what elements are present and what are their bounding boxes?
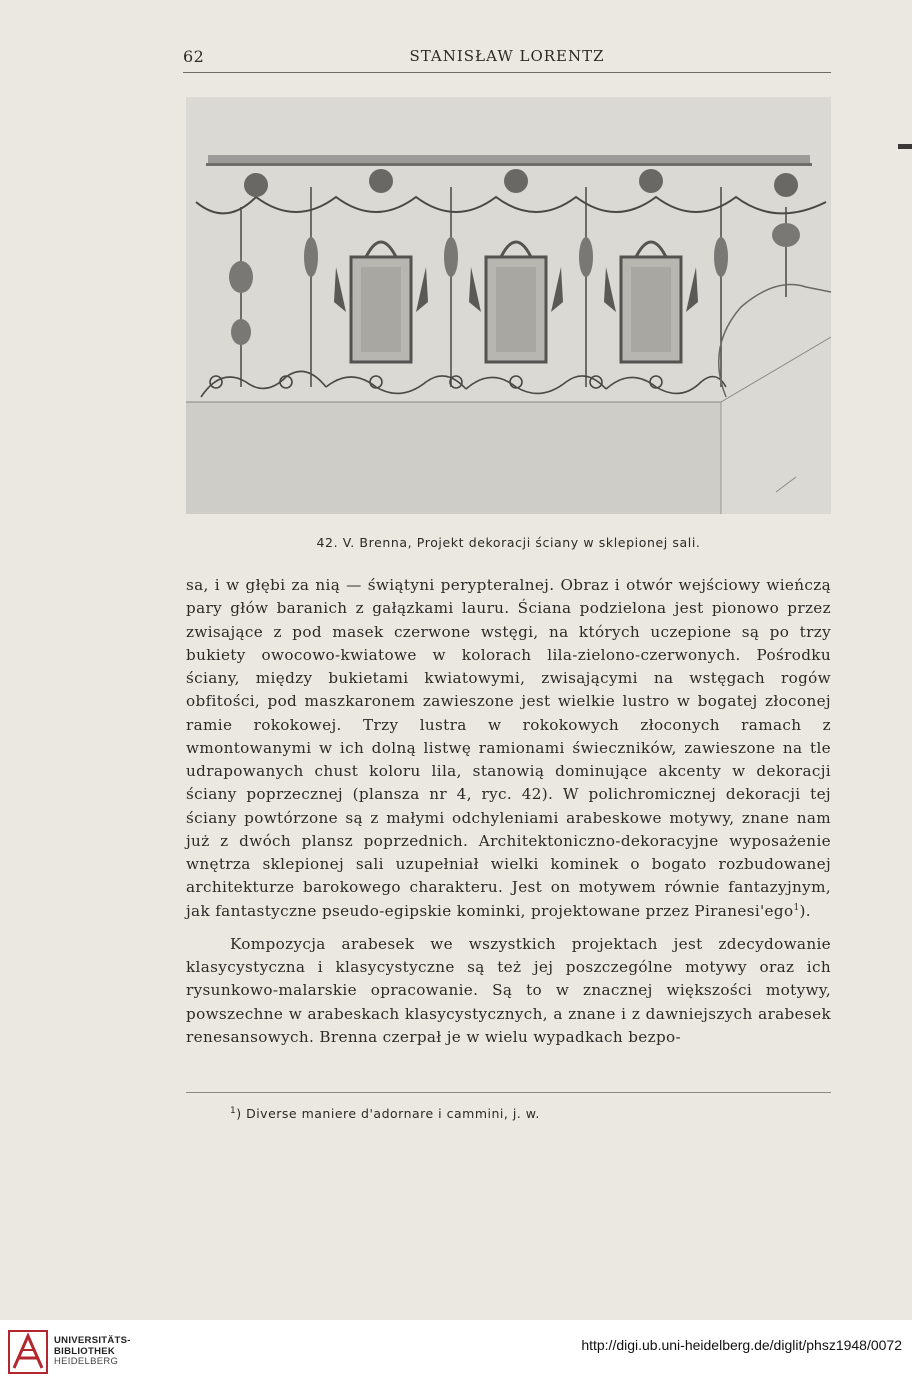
wall-decoration-illustration — [186, 97, 831, 514]
scan-edge-mark — [898, 144, 912, 149]
permalink-url[interactable]: http://digi.ub.uni-heidelberg.de/diglit/phsz1948/0072 — [581, 1337, 902, 1353]
header-rule — [183, 72, 831, 73]
running-title: STANISŁAW LORENTZ — [409, 47, 605, 65]
footnote-reference: 1 — [793, 902, 800, 913]
paragraph-1 — [186, 574, 831, 923]
footnote-marker: 1 — [230, 1105, 237, 1116]
footnote — [230, 1106, 830, 1121]
body-text — [186, 574, 831, 1049]
library-name — [54, 1336, 131, 1368]
digitization-footer — [0, 1320, 912, 1386]
page-header — [183, 47, 831, 71]
paragraph-2: Kompozycja arabesek we wszystkich projektach jest zdecydowanie klasycystyczna i klasycystyczne są też jej poszczególne motywy oraz ich rysunkowo-malarskie opracowanie. Są to w znacznej większości motywy, powszechne w arabeskach klasycystycznych, a znane i z dawniejszych arabesek renesansowych. Brenna czerpał je w wielu wypadkach bezpo- — [186, 934, 831, 1046]
paragraph-1-text: sa, i w głębi za nią — świątyni perypteralnej. Obraz i otwór wejściowy wieńczą pary głów baranich z gałązkami lauru. Ściana podzielona jest pionowo przez zwisające z pod masek czerwone wstęgi, na których uczepione są po trzy bukiety owocowo-kwiatowe w kolorach lila-zielono-czerwonych. Pośrodku ściany, między bukietami kwiatowymi, zwisającymi na wstęgach rogów obfitości, pod maszkaronem zawieszone jest wielkie lustro w bogatej złoconej ramie rokokowej. Trzy lustra w rokokowych złoconych ramach z wmontowanymi w ich dolną listwę ramionami świeczników, zawieszone na tle udrapowanych chust koloru lila, stanowią dominujące akcenty w dekoracji ściany poprzecznej (plansza nr 4, ryc. 42). W polichromicznej dekoracji tej ściany powtórzone są z małymi odchyleniami arabeskowe motywy, znane nam już z dwóch plansz poprzednich. Architektoniczno-dekoracyjne wyposażenie wnętrza sklepionej sali uzupełniał wielki kominek o bogato rozbudowanej architekturze barokowego charakteru. Jest on motywem równie fantazyjnym, jak fantastyczne pseudo-egipskie kominki, projektowane przez Piranesi'ego — [186, 576, 831, 920]
library-name-line-1: UNIVERSITÄTS- — [54, 1335, 131, 1346]
illustration-drawing — [186, 97, 831, 514]
figure-caption: 42. V. Brenna, Projekt dekoracji ściany w sklepionej sali. — [316, 535, 701, 550]
library-logo-icon — [8, 1330, 48, 1374]
library-name-line-2: BIBLIOTHEK — [54, 1345, 116, 1357]
paragraph-1-end: ). — [799, 901, 811, 920]
page-number: 62 — [183, 47, 205, 66]
library-name-line-3: HEIDELBERG — [54, 1356, 119, 1367]
footnote-rule — [186, 1092, 831, 1093]
footnote-text: ) Diverse maniere d'adornare i cammini, j. w. — [236, 1106, 540, 1121]
